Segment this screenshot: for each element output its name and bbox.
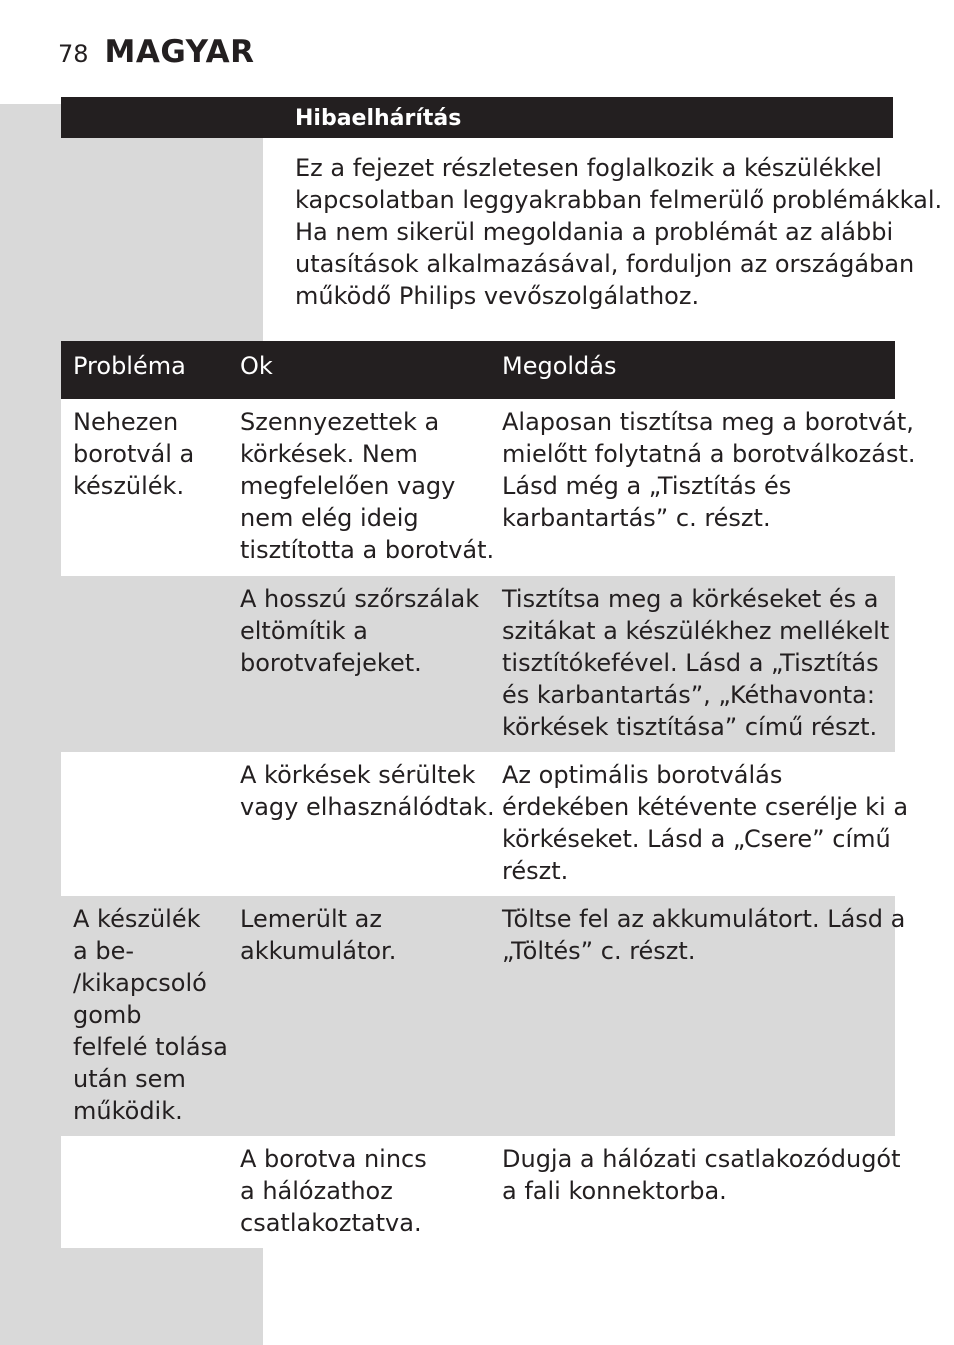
table-header-row (61, 341, 895, 399)
cause-cell (228, 752, 495, 896)
cause-cell (228, 896, 490, 1136)
page-header (58, 34, 255, 74)
cell-line: a be- (73, 937, 134, 965)
cell-line: eltömítik a (240, 617, 368, 645)
troubleshooting-table (61, 341, 916, 1248)
cell-line: tisztította a borotvát. (240, 536, 495, 564)
cell-line: körkéseket. Lásd a „Csere” című (502, 825, 891, 853)
cell-line: nem elég ideig (240, 504, 419, 532)
cell-line: Nehezen (73, 408, 179, 436)
cell-line: érdekében kétévente cserélje ki a (502, 793, 909, 821)
cell-line: Lemerült az (240, 905, 382, 933)
cell-line: felfelé tolása (73, 1033, 228, 1061)
cell-line: /kikapcsoló (73, 969, 207, 997)
cell-line: A hosszú szőrszálak (240, 585, 480, 613)
table-row (61, 752, 909, 896)
cell-line: részt. (502, 857, 569, 885)
cause-cell (228, 576, 490, 752)
cell-line: Lásd még a „Tisztítás és (502, 472, 792, 500)
section-title-bar (61, 97, 893, 138)
cell-line: a hálózathoz (240, 1177, 393, 1205)
problem-cell (61, 399, 228, 576)
cell-line: Töltse fel az akkumulátort. Lásd a (502, 905, 906, 933)
cell-line: csatlakoztatva. (240, 1209, 422, 1237)
cell-line: vagy elhasználódtak. (240, 793, 495, 821)
cell-line: „Töltés” c. részt. (502, 937, 696, 965)
intro-line: utasítások alkalmazásával, forduljon az országában (295, 250, 915, 278)
cell-line: a fali konnektorba. (502, 1177, 727, 1205)
intro-line: kapcsolatban leggyakrabban felmerülő problémákkal. (295, 186, 943, 214)
problem-cell (61, 896, 228, 1136)
cell-line: gomb (73, 1001, 142, 1029)
solution-cell (490, 896, 906, 1136)
cell-line: Dugja a hálózati csatlakozódugót (502, 1145, 901, 1173)
problem-cell (61, 576, 228, 752)
cell-line: A borotva nincs (240, 1145, 427, 1173)
intro-paragraph (295, 152, 943, 312)
problem-cell (61, 752, 228, 896)
cell-line: akkumulátor. (240, 937, 397, 965)
cell-line: körkések. Nem (240, 440, 418, 468)
section-title: Hibaelhárítás (295, 106, 462, 131)
table-row (61, 576, 895, 752)
cell-line: Tisztítsa meg a körkéseket és a (502, 585, 879, 613)
intro-line: Ha nem sikerül megoldania a problémát az alábbi (295, 218, 894, 246)
intro-line: Ez a fejezet részletesen foglalkozik a készülékkel (295, 154, 882, 182)
solution-cell (490, 399, 916, 576)
cell-line: megfelelően vagy (240, 472, 456, 500)
cell-line: és karbantartás”, „Kéthavonta: (502, 681, 875, 709)
cell-line: borotvál a (73, 440, 195, 468)
table-row (61, 1136, 901, 1248)
cell-line: A körkések sérültek (240, 761, 476, 789)
cell-line: készülék. (73, 472, 185, 500)
cell-line: mielőtt folytatná a borotválkozást. (502, 440, 916, 468)
cell-line: borotvafejeket. (240, 649, 422, 677)
cell-line: tisztítókefével. Lásd a „Tisztítás (502, 649, 879, 677)
header-solution: Megoldás (502, 352, 617, 380)
cell-line: működik. (73, 1097, 183, 1125)
header-cause: Ok (240, 352, 273, 380)
cause-cell (228, 399, 495, 576)
cell-line: után sem (73, 1065, 186, 1093)
cell-line: Alaposan tisztítsa meg a borotvát, (502, 408, 914, 436)
solution-cell (490, 752, 909, 896)
cell-line: Az optimális borotválás (502, 761, 783, 789)
cell-line: A készülék (73, 905, 201, 933)
problem-cell (61, 1136, 228, 1248)
table-row (61, 399, 916, 576)
cell-line: Szennyezettek a (240, 408, 440, 436)
solution-cell (490, 576, 895, 752)
cell-line: karbantartás” c. részt. (502, 504, 771, 532)
language-title: MAGYAR (104, 34, 255, 70)
solution-cell (490, 1136, 901, 1248)
table-row (61, 896, 906, 1136)
cell-line: körkések tisztítása” című részt. (502, 713, 878, 741)
header-problem: Probléma (73, 352, 186, 380)
cell-line: szitákat a készülékhez mellékelt (502, 617, 890, 645)
page-number: 78 (58, 40, 89, 68)
intro-line: működő Philips vevőszolgálathoz. (295, 282, 700, 310)
cause-cell (228, 1136, 490, 1248)
